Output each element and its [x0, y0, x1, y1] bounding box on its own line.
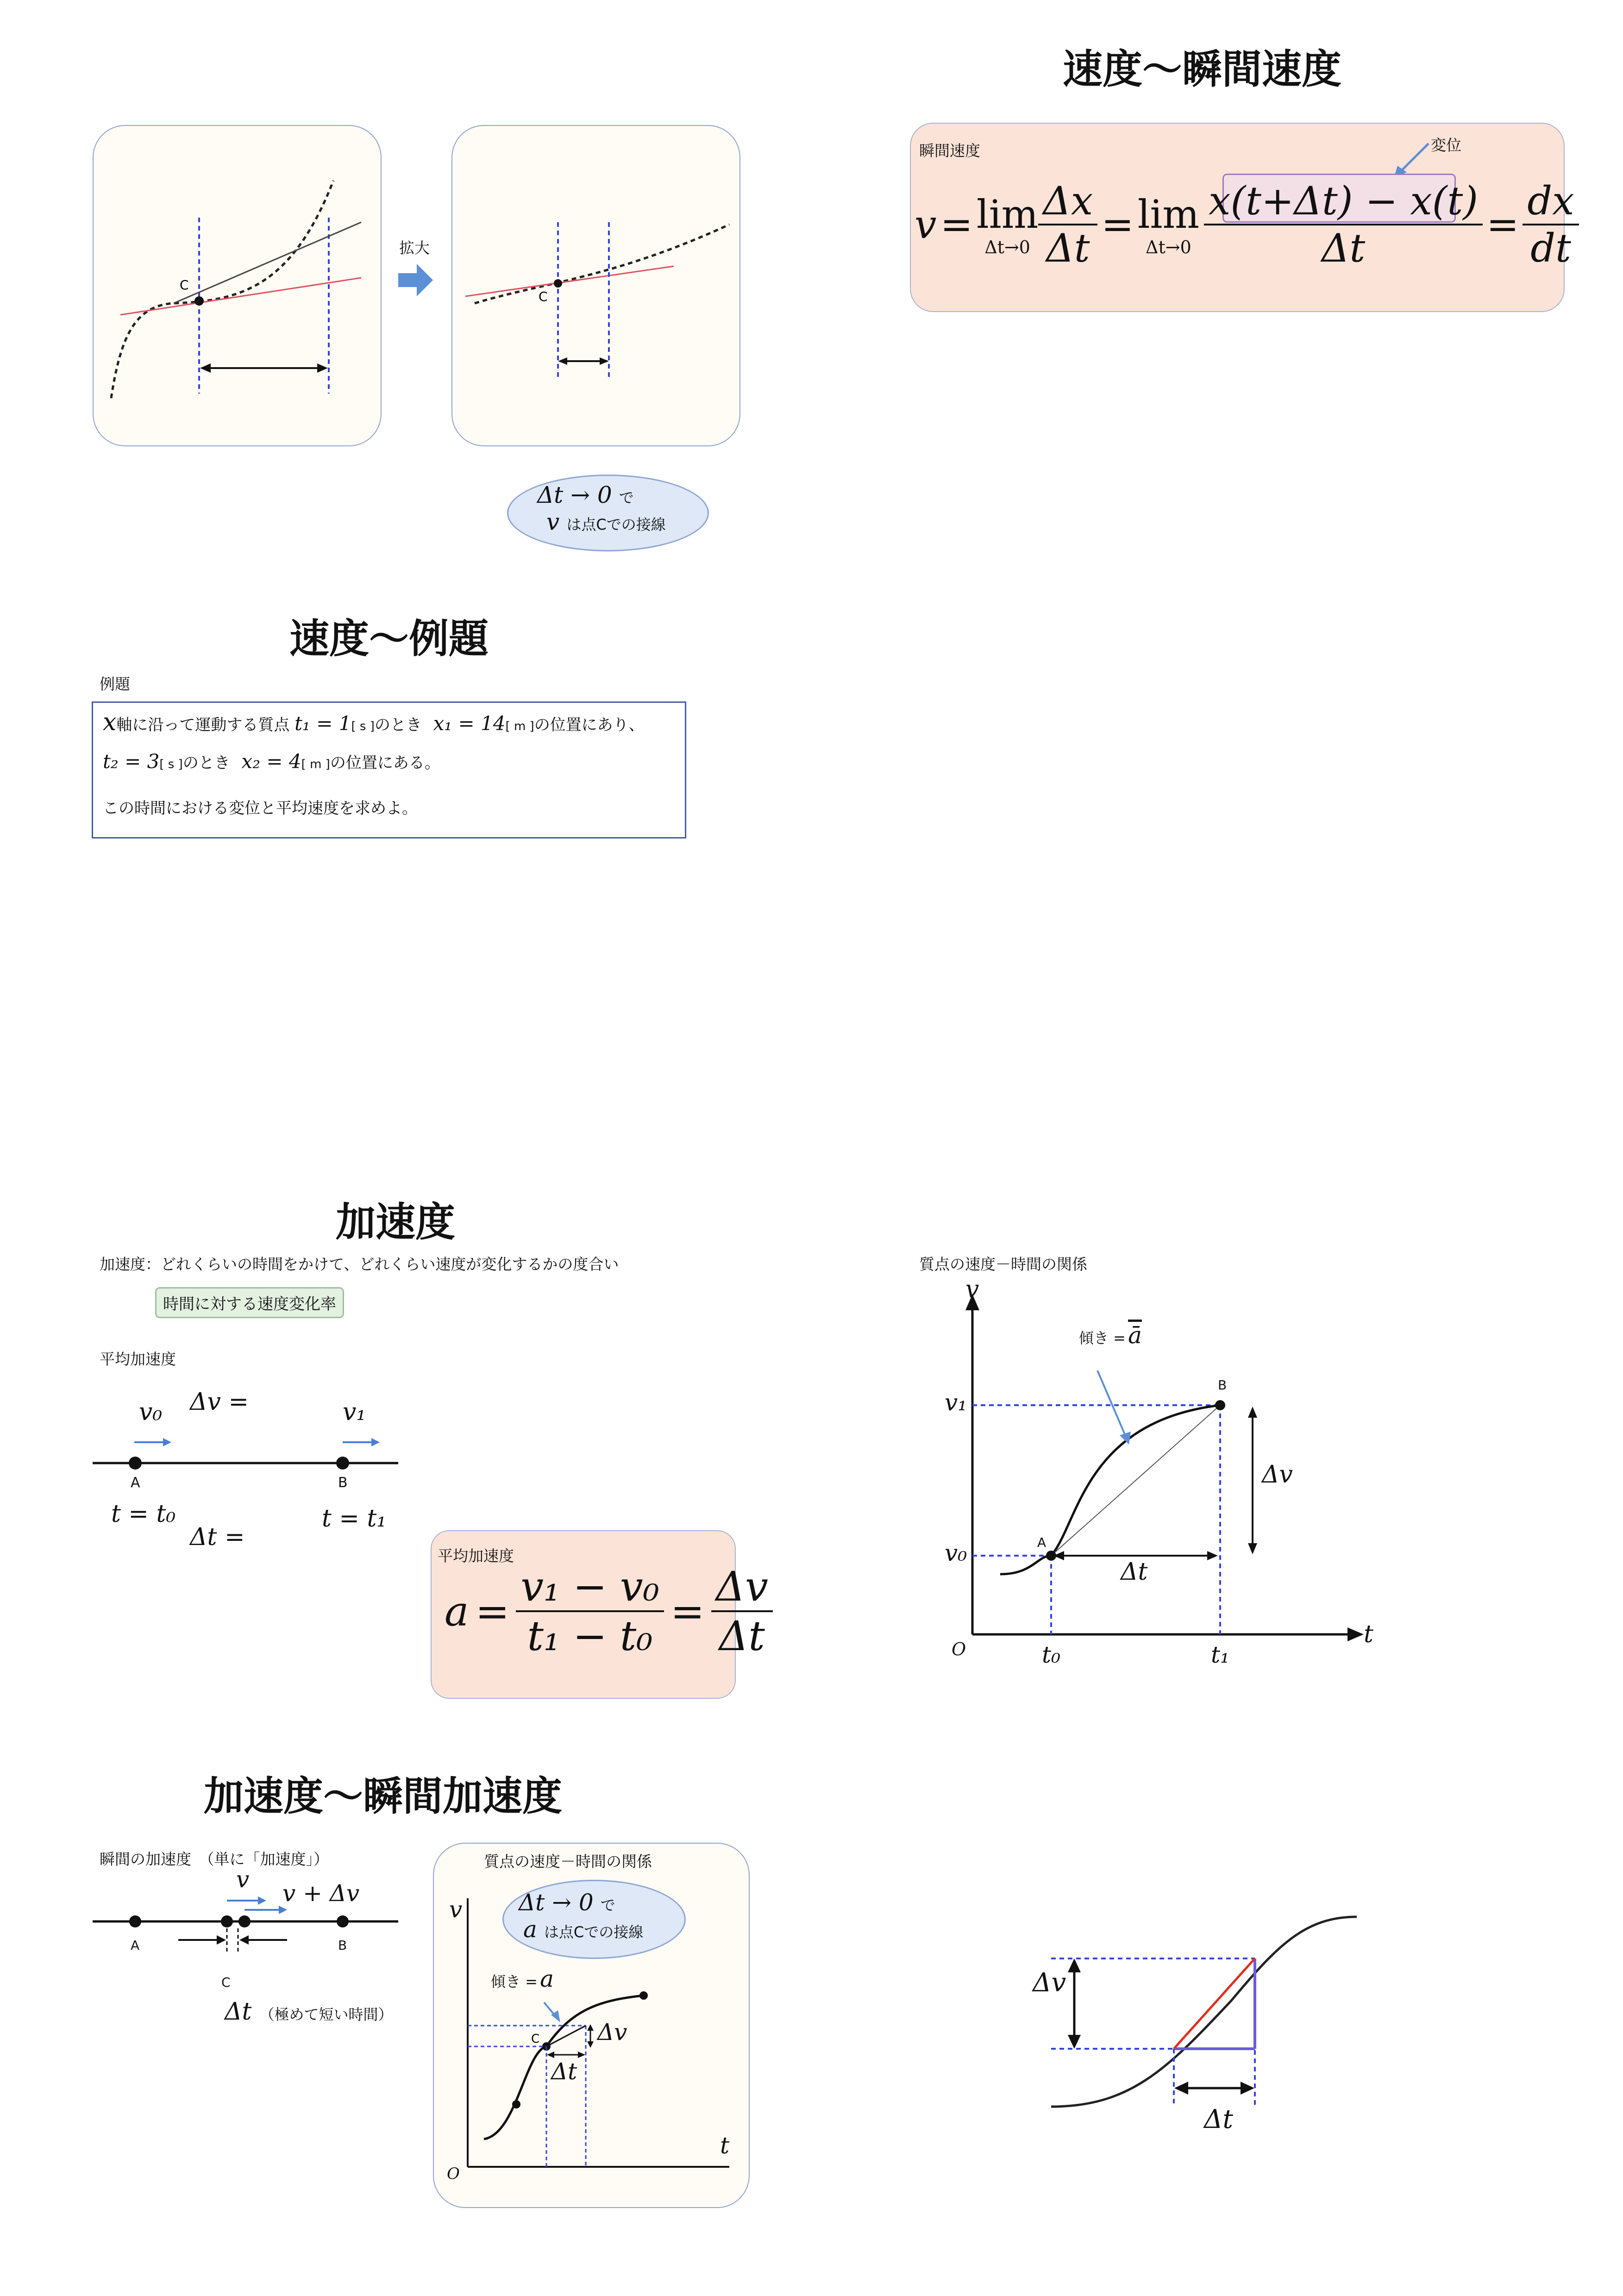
instant-dt-note: Δt （極めて短い時間）	[225, 1998, 393, 2026]
zoom-dv-label: Δv	[1033, 1968, 1066, 1998]
average-accel-formula: a = $\frac{\text{v₁ − v₀}}{\text{t₁ − t₀}}$ = $\frac{\Delta v}{\Delta t}$	[445, 1563, 773, 1660]
vt-graph-caption: 質点の速度－時間の関係	[919, 1255, 1087, 1273]
zoom-label: 拡大	[399, 239, 430, 257]
zoom-arrow-icon	[398, 264, 435, 296]
example-line-2: t₂ = 3[ s ]のとき x₂ = 4[ m ]の位置にある。	[103, 750, 440, 773]
example-line-3: この時間における変位と平均速度を求めよ。	[103, 799, 418, 818]
rate-badge: 時間に対する速度変化率	[155, 1287, 344, 1318]
vt-graph	[945, 1283, 1380, 1690]
zoom-dt-label: Δt	[1204, 2104, 1233, 2134]
vt-dt: Δt	[1121, 1558, 1148, 1586]
secant-graph	[93, 125, 380, 444]
example-label: 例題	[100, 675, 130, 693]
vt-axis-v: v	[965, 1276, 979, 1303]
instant-velocity-label: 瞬間速度	[919, 142, 980, 160]
t-eq-t0-label: t = t₀	[111, 1500, 176, 1528]
vt-origin: O	[952, 1639, 966, 1659]
instant-accel-label: 瞬間の加速度 （単に「加速度」）	[100, 1850, 329, 1868]
vt-t0: t₀	[1042, 1641, 1061, 1668]
instant-v-label: v	[236, 1866, 250, 1893]
vt-point-b: B	[1218, 1377, 1227, 1393]
instant-velocity-title: 速度～瞬間速度	[1063, 46, 1341, 93]
point-b-label: B	[338, 1475, 348, 1491]
acceleration-title: 加速度	[336, 1199, 455, 1245]
displacement-label: 変位	[1431, 136, 1461, 154]
instant-origin: O	[447, 2165, 460, 2183]
instant-axis-v: v	[449, 1896, 463, 1923]
svg-text:C: C	[531, 2032, 540, 2046]
instant-dv: Δv	[597, 2019, 627, 2046]
instant-motion-diagram	[93, 1889, 426, 1954]
average-accel-box-label: 平均加速度	[438, 1547, 514, 1565]
average-accel-label: 平均加速度	[100, 1350, 176, 1368]
instant-point-c: C	[221, 1975, 231, 1990]
instant-accel-title: 加速度～瞬間加速度	[204, 1773, 562, 1820]
example-line-1: x軸に沿って運動する質点 t₁ = 1[ s ]のとき x₁ = 14[ m ]の位置にあり、	[103, 708, 645, 736]
svg-text:C: C	[539, 289, 548, 304]
vt-point-a: A	[1037, 1535, 1046, 1550]
vt-axis-t: t	[1364, 1620, 1373, 1648]
dt-eq-label: Δt =	[190, 1523, 245, 1551]
v1-label: v₁	[343, 1398, 366, 1426]
tangent-graph	[451, 125, 739, 444]
instant-point-b: B	[338, 1938, 347, 1953]
instant-point-a: A	[131, 1938, 140, 1953]
vt-v1: v₁	[945, 1389, 967, 1416]
velocity-example-title: 速度～例題	[289, 616, 489, 662]
vt-slope-label: 傾き = $\overline{ā}$	[1079, 1322, 1142, 1349]
point-a-label: A	[131, 1475, 140, 1491]
vt-t1: t₁	[1211, 1641, 1230, 1668]
instant-dt: Δt	[551, 2058, 577, 2085]
v0-label: v₀	[139, 1398, 163, 1426]
t-eq-t1-label: t = t₁	[322, 1505, 387, 1533]
dv-eq-label: Δv =	[190, 1388, 249, 1416]
point-c-label: C	[180, 277, 189, 293]
instant-limit-note: Δt → 0 で a は点Cでの接線	[519, 1889, 644, 1943]
instant-accel-graph	[433, 1843, 748, 2206]
instant-axis-t: t	[720, 2132, 730, 2159]
vt-v0: v₀	[945, 1539, 967, 1566]
vt-dv: Δv	[1262, 1461, 1293, 1489]
instant-v-plus-dv-label: v + Δv	[282, 1880, 360, 1907]
instant-slope-label: 傾き = a	[491, 1965, 554, 1992]
instant-graph-caption: 質点の速度－時間の関係	[484, 1852, 652, 1871]
acceleration-definition: 加速度：どれくらいの時間をかけて、どれくらい速度が変化するかの度合い	[100, 1255, 619, 1273]
limit-note: Δt → 0 で v は点Cでの接線	[537, 482, 666, 535]
instant-velocity-formula: v = lim Δt→0 $\frac{\Delta x}{\Delta t}$ = lim Δt→0 $\frac{x(t+\Delta t) - x(t)}{\Delta t}$ = $\frac{dx}{dt}$	[915, 178, 1579, 271]
